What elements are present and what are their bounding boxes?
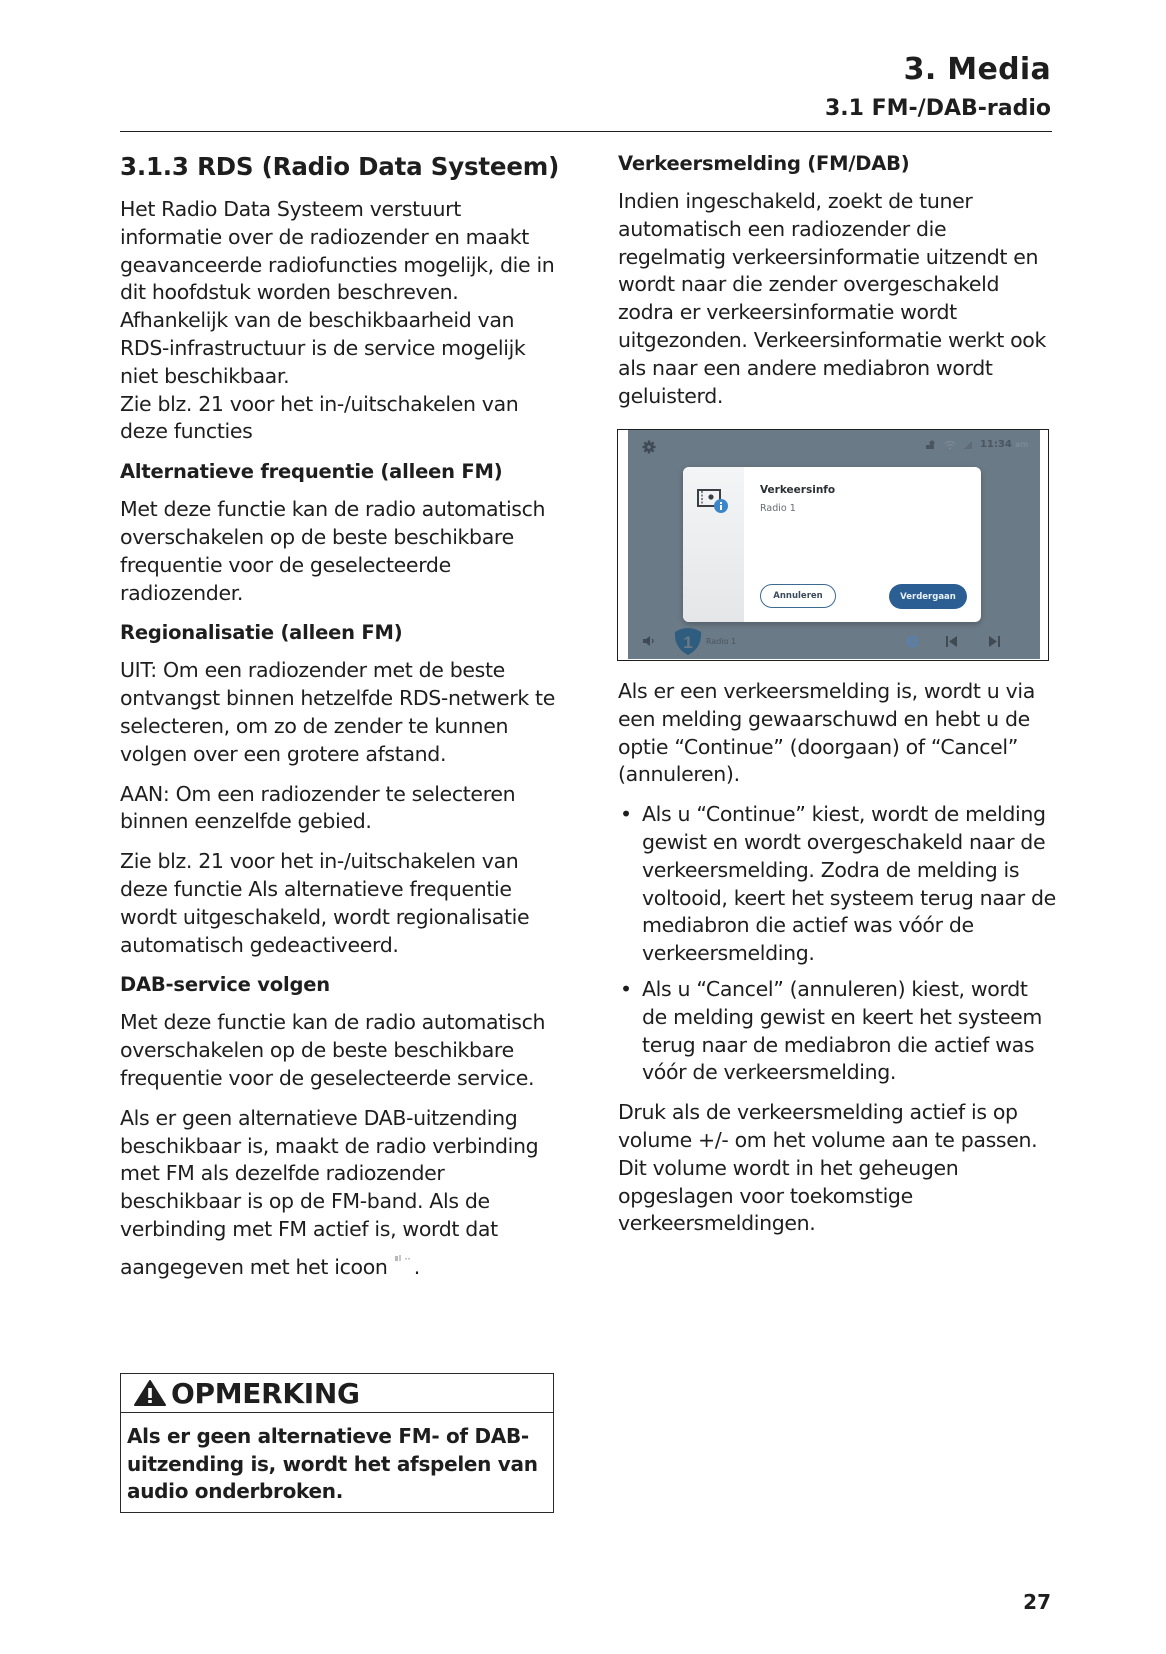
traffic-info-dialog: [683, 467, 981, 622]
alert-options-list: [618, 801, 1058, 1087]
bullet: •: [620, 976, 632, 1001]
status-time-value: 11:34: [979, 439, 1012, 450]
rds-intro-reference: Zie blz. 21 voor het in-/uitschakelen van deze functies: [120, 391, 519, 444]
rds-intro: Het Radio Data Systeem verstuurt informatie over de radiozender en maakt geavanceerde radiofuncties mogelijk, die in dit hoofdstuk worden beschreven. Afhankelijk van de beschikbaarheid van RDS-infrastructuur is de service mogelijk niet beschikbaar.: [120, 197, 555, 388]
left-column: [120, 150, 560, 1294]
preset-number: 1: [683, 633, 693, 652]
volume-icon: [642, 636, 656, 646]
next-track-icon[interactable]: [988, 636, 1000, 647]
dab-fallback-body: Als er geen alternatieve DAB-uitzending beschikbaar is, maakt de radio verbinding met FM als dezelfde radiozender beschikbaar is op de FM-band. Als de verbinding met FM actief is, wordt dat aangegeven met het icoon: [120, 1105, 539, 1279]
infotainment-screenshot: [617, 429, 1049, 661]
regionalisation-heading: Regionalisatie (alleen FM): [120, 621, 403, 645]
preset-badge-icon: [673, 626, 703, 656]
section-title: 3.1 FM-/DAB-radio: [824, 96, 1051, 121]
regionalisation-reference: Zie blz. 21 voor het in-/uitschakelen van deze functie Als alternatieve frequentie wordt uitgeschakeld, wordt regionalisatie automatisch gedeactiveerd.: [120, 849, 530, 957]
alert-options-text: Als er een verkeersmelding is, wordt u via een melding gewaarschuwd en hebt u de optie “Continue” (doorgaan) of “Cancel” (annuleren).: [618, 679, 1035, 787]
bullet: •: [620, 802, 632, 827]
station-name: Radio 1: [706, 637, 737, 646]
af-heading: Alternatieve frequentie (alleen FM): [120, 460, 503, 484]
signal-icon: [963, 440, 973, 450]
regionalisation-off-text: UIT: Om een radiozender met de beste ontvangst binnen hetzelfde RDS-netwerk te selecteren, om zo de zender te kunnen volgen over een grotere afstand.: [120, 658, 555, 766]
page-number: 27: [1023, 1590, 1051, 1614]
dab-icon: [906, 635, 919, 648]
af-text: Met deze functie kan de radio automatisch overschakelen op de beste beschikbare frequentie voor de geselecteerde radiozender.: [120, 497, 546, 605]
status-ampm: am: [1015, 440, 1028, 449]
dab-fallback-text: [120, 1105, 560, 1282]
regionalisation-on-text: AAN: Om een radiozender te selecteren binnen eenzelfde gebied.: [120, 781, 516, 834]
infotainment-screen: [628, 430, 1040, 659]
traffic-heading: Verkeersmelding (FM/DAB): [618, 152, 910, 175]
header-divider: [120, 131, 1052, 132]
user-key-icon: [925, 440, 937, 450]
status-time: [980, 439, 1028, 450]
volume-text: Druk als de verkeersmelding actief is op volume +/- om het volume aan te passen. Dit volume wordt in het geheugen opgeslagen voor toekomstige verkeersmeldingen.: [618, 1100, 1038, 1236]
wifi-icon: [944, 440, 956, 450]
note-header: [121, 1374, 553, 1413]
list-item: [618, 801, 1058, 968]
previous-track-icon[interactable]: [946, 636, 958, 647]
continue-button[interactable]: Verdergaan: [889, 584, 967, 609]
chapter-title: 3. Media: [903, 52, 1051, 87]
warning-triangle-icon: [133, 1379, 167, 1407]
cancel-option-text: Als u “Cancel” (annuleren) kiest, wordt de melding gewist en keert het systeem terug naar de mediabron die actief was vóór de verkeersmelding.: [642, 976, 1043, 1085]
status-bar: [925, 439, 1028, 450]
note-title: OPMERKING: [171, 1376, 360, 1410]
traffic-info-icon: [697, 488, 729, 514]
dab-follow-heading: DAB-service volgen: [120, 973, 330, 997]
dialog-subtitle: Radio 1: [760, 503, 796, 514]
dab-fallback-end: .: [413, 1254, 420, 1279]
right-column-lower: [618, 678, 1058, 1250]
right-column: [618, 150, 1058, 422]
media-bar: [628, 623, 1040, 659]
dialog-title: Verkeersinfo: [760, 484, 836, 496]
cancel-button[interactable]: Annuleren: [760, 584, 836, 608]
continue-option-text: Als u “Continue” kiest, wordt de melding gewist en wordt overgeschakeld naar de verkeersmelding. Zodra de melding is voltooid, keert het systeem terug naar de mediabron die actief was vóór de verkeersmelding.: [642, 802, 1056, 966]
note-text: Als er geen alternatieve FM- of DAB-uitzending is, wordt het afspelen van audio onderbroken.: [127, 1424, 538, 1503]
settings-gear-icon: [642, 440, 656, 454]
traffic-text: Indien ingeschakeld, zoekt de tuner automatisch een radiozender die regelmatig verkeersinformatie uitzendt en wordt naar die zender overgeschakeld zodra er verkeersinformatie wordt uitgezonden. Verkeersinformatie werkt ook als naar een andere mediabron wordt geluisterd.: [618, 189, 1046, 408]
dab-follow-text: Met deze functie kan de radio automatisch overschakelen op de beste beschikbare frequentie voor de geselecteerde service.: [120, 1010, 546, 1090]
note-box: [120, 1373, 554, 1513]
rds-heading: 3.1.3 RDS (Radio Data Systeem): [120, 152, 560, 181]
list-item: [618, 976, 1058, 1087]
fm-link-icon: [394, 1244, 414, 1254]
